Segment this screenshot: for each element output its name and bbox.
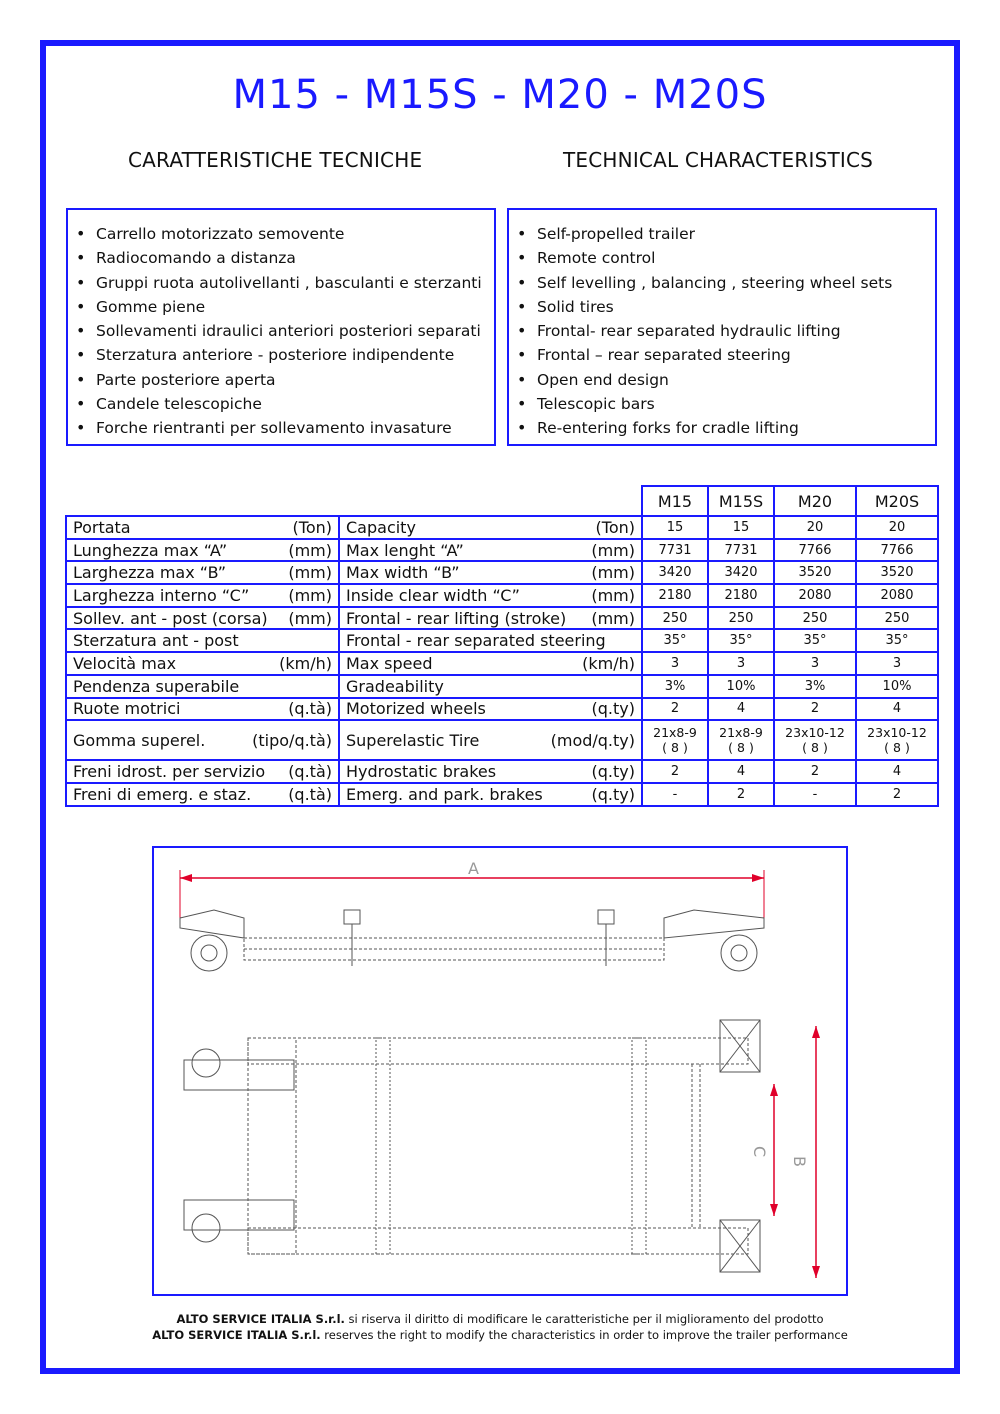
feature-item: • Frontal – rear separated steering (515, 343, 935, 367)
spec-label-text: Larghezza max “B” (73, 563, 226, 583)
feature-item: • Gomme piene (74, 295, 494, 319)
technical-drawing (152, 846, 848, 1296)
spec-label-en (339, 539, 642, 562)
feature-item: • Self levelling , balancing , steering wheel sets (515, 271, 935, 295)
spec-value: 2080 (774, 584, 856, 607)
spec-unit: (mm) (591, 585, 635, 605)
spec-label-en (339, 652, 642, 675)
arrow-right-icon (752, 874, 764, 882)
spec-value-line: 21x8-9 (719, 725, 763, 741)
side-view (180, 910, 764, 971)
spec-value: 35° (708, 629, 774, 652)
spec-row (66, 783, 938, 806)
spec-label-it (66, 698, 339, 721)
arrow-down-icon (770, 1204, 778, 1216)
spec-unit: (mod/q.ty) (550, 730, 635, 750)
plan-view (184, 1020, 760, 1272)
feature-item: • Self-propelled trailer (515, 222, 935, 246)
spec-row (66, 561, 938, 584)
footer-english (0, 1328, 1000, 1342)
spec-value-line: ( 8 ) (802, 740, 828, 756)
spec-value-line: 23x10-12 (785, 725, 845, 741)
spec-value: 20 (774, 516, 856, 539)
spec-label-text: Max speed (346, 653, 433, 673)
empty-cell (66, 486, 339, 516)
spec-label-it (66, 720, 339, 760)
spec-unit: (mm) (591, 540, 635, 560)
spec-value: 4 (856, 698, 938, 721)
spec-label-en (339, 629, 642, 652)
spec-value: 2 (774, 760, 856, 783)
spec-label-text: Sterzatura ant - post (73, 631, 239, 651)
model-header: M15 (642, 486, 708, 516)
spec-unit: (q.tà) (288, 762, 332, 782)
feature-item: • Sterzatura anteriore - posteriore indipendente (74, 343, 494, 367)
spec-label-text: Velocità max (73, 653, 177, 673)
spec-unit: (Ton) (595, 517, 635, 537)
spec-label-it (66, 607, 339, 630)
footer-company: ALTO SERVICE ITALIA S.r.l. (176, 1312, 345, 1326)
feature-item: • Candele telescopiche (74, 392, 494, 416)
spec-label-text: Portata (73, 517, 131, 537)
spec-value (642, 720, 708, 760)
spec-label-text: Motorized wheels (346, 699, 486, 719)
spec-value: 3520 (774, 561, 856, 584)
spec-label-it (66, 539, 339, 562)
feature-item: • Forche rientranti per sollevamento invasature (74, 416, 494, 440)
spec-label-text: Frontal - rear separated steering (346, 631, 606, 651)
footer-italian (0, 1312, 1000, 1326)
spec-label-it (66, 516, 339, 539)
spec-value-line: ( 8 ) (884, 740, 910, 756)
footer-text: reserves the right to modify the characteristics in order to improve the trailer performance (320, 1328, 848, 1342)
spec-value: 2 (856, 783, 938, 806)
spec-value: 2 (642, 760, 708, 783)
spec-label-en (339, 720, 642, 760)
spec-label-text: Gomma superel. (73, 730, 206, 750)
spec-value: 3420 (708, 561, 774, 584)
feature-item: • Remote control (515, 246, 935, 270)
spec-unit: (mm) (591, 563, 635, 583)
page-title: M15 - M15S - M20 - M20S (232, 72, 768, 118)
dimension-c-label: C (750, 1146, 769, 1158)
spec-value: 2 (708, 783, 774, 806)
spec-value (856, 720, 938, 760)
features-box-italian (66, 208, 496, 446)
spec-value: 10% (708, 675, 774, 698)
spec-label-it (66, 561, 339, 584)
spec-value: 3% (642, 675, 708, 698)
spec-value-line: 21x8-9 (653, 725, 697, 741)
spec-label-it (66, 629, 339, 652)
spec-label-it (66, 783, 339, 806)
spec-label-en (339, 783, 642, 806)
spec-value: 4 (856, 760, 938, 783)
spec-unit: (q.ty) (591, 762, 635, 782)
spec-unit: (q.tà) (288, 699, 332, 719)
spec-label-en (339, 675, 642, 698)
spec-value: 250 (708, 607, 774, 630)
spec-label-text: Hydrostatic brakes (346, 762, 497, 782)
spec-value: 35° (774, 629, 856, 652)
spec-unit: (Ton) (292, 517, 332, 537)
spec-value: 4 (708, 698, 774, 721)
spec-row (66, 629, 938, 652)
feature-item: • Re-entering forks for cradle lifting (515, 416, 935, 440)
spec-label-text: Lunghezza max “A” (73, 540, 228, 560)
spec-label-text: Frontal - rear lifting (stroke) (346, 608, 567, 628)
spec-value: 250 (774, 607, 856, 630)
spec-label-en (339, 698, 642, 721)
spec-label-text: Superelastic Tire (346, 730, 480, 750)
spec-label-text: Gradeability (346, 676, 444, 696)
feature-item: • Solid tires (515, 295, 935, 319)
arrow-up-icon (770, 1084, 778, 1096)
spec-label-it (66, 584, 339, 607)
spec-table (65, 485, 939, 807)
arrow-down-icon (812, 1266, 820, 1278)
feature-item: • Sollevamenti idraulici anteriori posteriori separati (74, 319, 494, 343)
trailer-drawing-svg (154, 848, 846, 1294)
spec-unit: (q.ty) (591, 699, 635, 719)
spec-value: 35° (856, 629, 938, 652)
spec-value: 3 (708, 652, 774, 675)
feature-item: • Frontal- rear separated hydraulic lifting (515, 319, 935, 343)
spec-label-en (339, 584, 642, 607)
footer-text: si riserva il diritto di modificare le caratteristiche per il miglioramento del prodotto (344, 1312, 824, 1326)
spec-value (708, 720, 774, 760)
model-header: M15S (708, 486, 774, 516)
spec-value: - (774, 783, 856, 806)
spec-row (66, 652, 938, 675)
spec-label-text: Freni idrost. per servizio (73, 762, 266, 782)
spec-unit: (mm) (288, 608, 332, 628)
spec-value: 3420 (642, 561, 708, 584)
features-box-english (507, 208, 937, 446)
dimension-b-label: B (790, 1156, 809, 1167)
arrow-up-icon (812, 1026, 820, 1038)
spec-label-text: Max width “B” (346, 563, 460, 583)
heading-english: TECHNICAL CHARACTERISTICS (563, 148, 874, 172)
spec-unit: (mm) (288, 585, 332, 605)
spec-row (66, 607, 938, 630)
spec-row (66, 720, 938, 760)
spec-header-row (66, 486, 938, 516)
feature-item: • Parte posteriore aperta (74, 368, 494, 392)
feature-item: • Radiocomando a distanza (74, 246, 494, 270)
spec-label-it (66, 675, 339, 698)
spec-label-text: Ruote motrici (73, 699, 181, 719)
spec-value: 2180 (642, 584, 708, 607)
dimension-a-label: A (468, 859, 479, 878)
spec-value: 250 (642, 607, 708, 630)
spec-value: - (642, 783, 708, 806)
spec-value: 10% (856, 675, 938, 698)
spec-row (66, 539, 938, 562)
spec-label-text: Capacity (346, 517, 416, 537)
feature-item: • Open end design (515, 368, 935, 392)
spec-row (66, 760, 938, 783)
spec-value: 3 (642, 652, 708, 675)
spec-value: 15 (708, 516, 774, 539)
spec-label-en (339, 607, 642, 630)
heading-italian: CARATTERISTICHE TECNICHE (128, 148, 423, 172)
spec-unit: (q.ty) (591, 784, 635, 804)
spec-label-text: Sollev. ant - post (corsa) (73, 608, 268, 628)
footer-company: ALTO SERVICE ITALIA S.r.l. (152, 1328, 321, 1342)
spec-value-line: ( 8 ) (662, 740, 688, 756)
spec-value: 2 (774, 698, 856, 721)
spec-value: 7766 (856, 539, 938, 562)
spec-label-text: Max lenght “A” (346, 540, 464, 560)
model-header: M20 (774, 486, 856, 516)
spec-value: 3 (774, 652, 856, 675)
spec-value-line: ( 8 ) (728, 740, 754, 756)
feature-item: • Gruppi ruota autolivellanti , basculanti e sterzanti (74, 271, 494, 295)
spec-value: 7731 (708, 539, 774, 562)
spec-unit: (mm) (288, 563, 332, 583)
feature-item: • Telescopic bars (515, 392, 935, 416)
spec-unit: (km/h) (279, 653, 332, 673)
spec-label-text: Emerg. and park. brakes (346, 784, 543, 804)
spec-label-it (66, 760, 339, 783)
arrow-left-icon (180, 874, 192, 882)
spec-value: 3520 (856, 561, 938, 584)
spec-value: 35° (642, 629, 708, 652)
spec-unit: (mm) (288, 540, 332, 560)
spec-value: 2080 (856, 584, 938, 607)
spec-label-en (339, 516, 642, 539)
spec-label-text: Inside clear width “C” (346, 585, 520, 605)
spec-row (66, 698, 938, 721)
spec-label-text: Larghezza interno “C” (73, 585, 250, 605)
spec-value (774, 720, 856, 760)
spec-unit: (tipo/q.tà) (252, 730, 332, 750)
spec-value: 250 (856, 607, 938, 630)
spec-value: 3% (774, 675, 856, 698)
spec-label-en (339, 760, 642, 783)
spec-value: 7731 (642, 539, 708, 562)
spec-value: 20 (856, 516, 938, 539)
spec-value: 7766 (774, 539, 856, 562)
spec-unit: (km/h) (582, 653, 635, 673)
spec-value: 2180 (708, 584, 774, 607)
spec-row (66, 675, 938, 698)
spec-value: 15 (642, 516, 708, 539)
model-header: M20S (856, 486, 938, 516)
spec-value: 2 (642, 698, 708, 721)
spec-label-text: Pendenza superabile (73, 676, 240, 696)
feature-item: • Carrello motorizzato semovente (74, 222, 494, 246)
spec-unit: (mm) (591, 608, 635, 628)
spec-value: 3 (856, 652, 938, 675)
spec-value-line: 23x10-12 (867, 725, 927, 741)
spec-value: 4 (708, 760, 774, 783)
spec-label-text: Freni di emerg. e staz. (73, 784, 252, 804)
spec-row (66, 516, 938, 539)
spec-label-it (66, 652, 339, 675)
spec-label-en (339, 561, 642, 584)
empty-cell (339, 486, 642, 516)
spec-row (66, 584, 938, 607)
spec-unit: (q.tà) (288, 784, 332, 804)
